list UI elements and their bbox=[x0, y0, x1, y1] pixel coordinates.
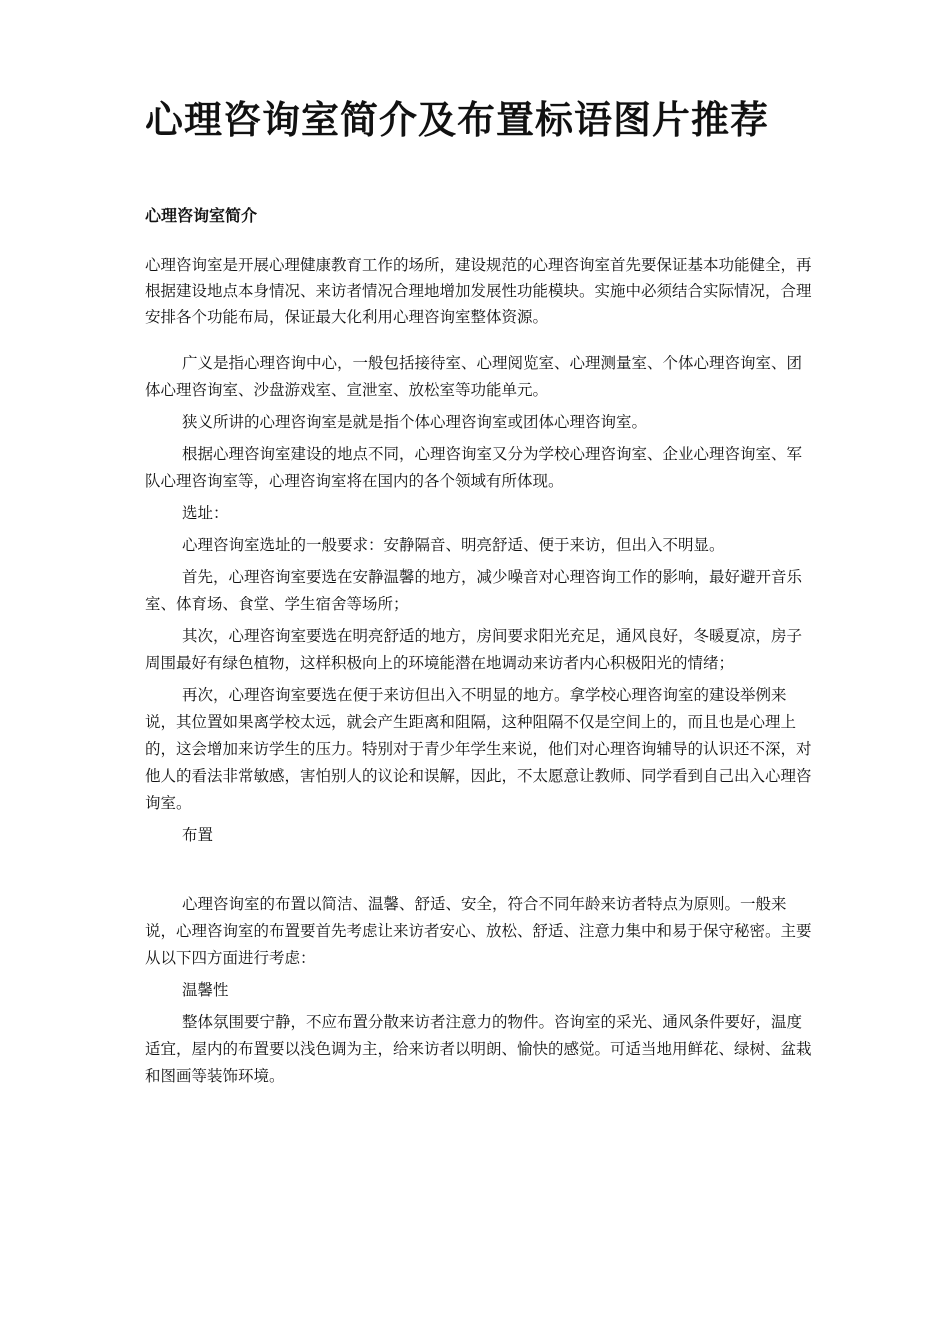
subheading-layout: 布置 bbox=[182, 826, 214, 844]
subheading-site-selection: 选址： bbox=[182, 504, 229, 522]
paragraph-second: 其次，心理咨询室要选在明亮舒适的地方，房间要求阳光充足，通风良好，冬暖夏凉，房子周围最好有绿色植物，这样积极向上的环境能潜在地调动来访者内心积极阳光的情绪； bbox=[145, 627, 803, 672]
subheading-warmth: 温馨性 bbox=[182, 981, 229, 999]
paragraph-broad-definition: 广义是指心理咨询中心，一般包括接待室、心理阅览室、心理测量室、个体心理咨询室、团体心理咨询室、沙盘游戏室、宣泄室、放松室等功能单元。 bbox=[145, 354, 803, 399]
paragraph-locations: 根据心理咨询室建设的地点不同，心理咨询室又分为学校心理咨询室、企业心理咨询室、军队心理咨询室等，心理咨询室将在国内的各个领域有所体现。 bbox=[145, 445, 803, 490]
body-text bbox=[145, 350, 815, 1090]
document-title: 心理咨询室简介及布置标语图片推荐 bbox=[145, 98, 770, 142]
paragraph-narrow-definition: 狭义所讲的心理咨询室是就是指个体心理咨询室或团体心理咨询室。 bbox=[182, 413, 648, 431]
intro-paragraph: 心理咨询室是开展心理健康教育工作的场所，建设规范的心理咨询室首先要保证基本功能健全，再根据建设地点本身情况、来访者情况合理地增加发展性功能模块。实施中必须结合实际情况，合理安排各个功能布局，保证最大化利用心理咨询室整体资源。 bbox=[145, 256, 812, 326]
paragraph-third: 再次，心理咨询室要选在便于来访但出入不明显的地方。拿学校心理咨询室的建设举例来说，其位置如果离学校太远，就会产生距离和阻隔，这种阻隔不仅是空间上的，而且也是心理上的，这会增加来访学生的压力。特别对于青少年学生来说，他们对心理咨询辅导的认识还不深，对他人的看法非常敏感，害怕别人的议论和误解，因此，不太愿意让教师、同学看到自己出入心理咨询室。 bbox=[145, 686, 812, 812]
paragraph-layout-principles: 心理咨询室的布置以简洁、温馨、舒适、安全，符合不同年龄来访者特点为原则。一般来说，心理咨询室的布置要首先考虑让来访者安心、放松、舒适、注意力集中和易于保守秘密。主要从以下四方面进行考虑： bbox=[145, 895, 812, 967]
document-page bbox=[145, 92, 815, 1095]
paragraph-first: 首先，心理咨询室要选在安静温馨的地方，减少噪音对心理咨询工作的影响，最好避开音乐室、体育场、食堂、学生宿舍等场所； bbox=[145, 568, 803, 613]
paragraph-warmth: 整体氛围要宁静，不应布置分散来访者注意力的物件。咨询室的采光、通风条件要好，温度适宜，屋内的布置要以浅色调为主，给来访者以明朗、愉快的感觉。可适当地用鲜花、绿树、盆栽和图画等装饰环境。 bbox=[145, 1013, 812, 1085]
paragraph-site-requirements: 心理咨询室选址的一般要求：安静隔音、明亮舒适、便于来访，但出入不明显。 bbox=[182, 536, 725, 554]
section-heading: 心理咨询室简介 bbox=[145, 206, 258, 225]
